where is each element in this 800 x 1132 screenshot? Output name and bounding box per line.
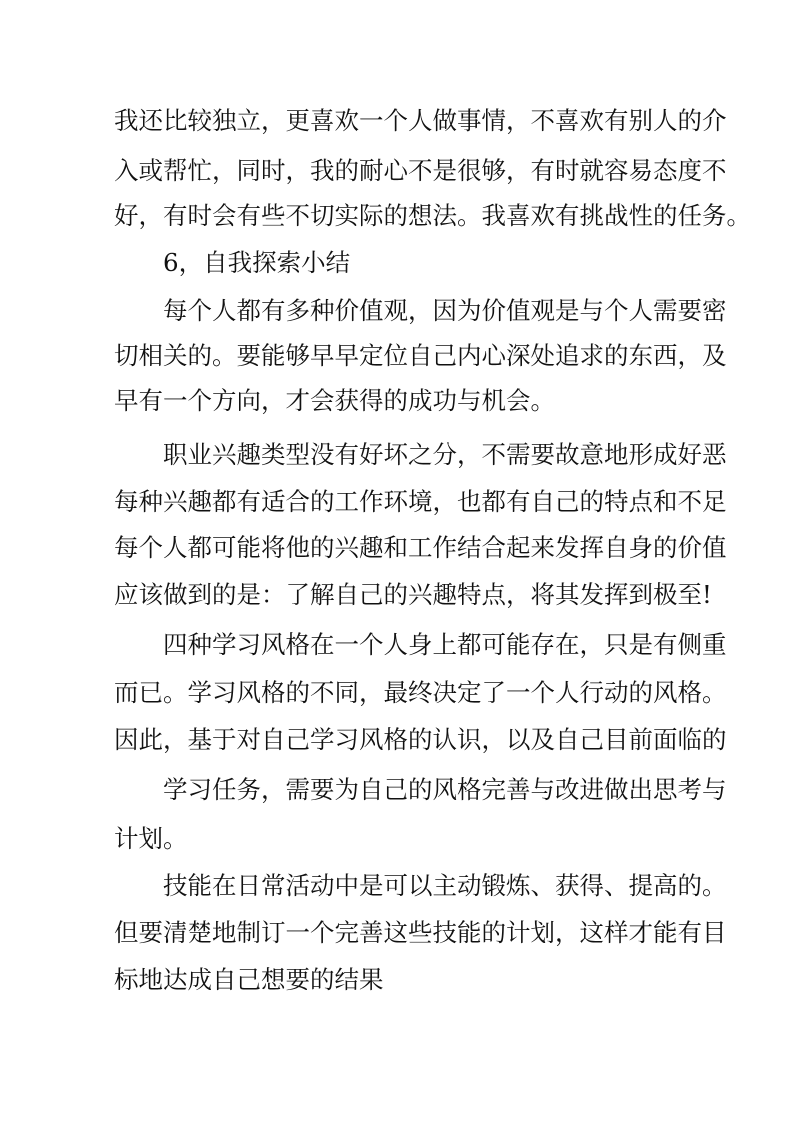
text-line: 计划。 (114, 824, 188, 853)
text-line: 6，自我探索小结 (163, 248, 351, 277)
text-line: 标地达成自己想要的结果 (114, 965, 384, 994)
text-line: 而已。学习风格的不同，最终决定了一个人行动的风格。 (114, 678, 727, 707)
text-line: 早有一个方向，才会获得的成功与机会。 (114, 386, 555, 415)
text-line: 技能在日常活动中是可以主动锻炼、获得、提高的。 (163, 871, 727, 900)
text-line: 我还比较独立，更喜欢一个人做事情，不喜欢有别人的介 (114, 106, 727, 135)
text-line: 入或帮忙，同时，我的耐心不是很够，有时就容易态度不 (114, 156, 727, 185)
text-line: 每种兴趣都有适合的工作环境，也都有自己的特点和不足 (114, 487, 727, 516)
text-line: 职业兴趣类型没有好坏之分，不需要故意地形成好恶 (163, 440, 727, 469)
text-line: 应该做到的是：了解自己的兴趣特点，将其发挥到极至! (114, 580, 712, 609)
text-line: 好，有时会有些不切实际的想法。我喜欢有挑战性的任务。 (114, 201, 751, 230)
text-line: 切相关的。要能够早早定位自己内心深处追求的东西，及 (114, 341, 727, 370)
text-line: 每个人都可能将他的兴趣和工作结合起来发挥自身的价值 (114, 533, 727, 562)
text-line: 因此，基于对自己学习风格的认识，以及自己目前面临的 (114, 725, 727, 754)
text-line: 学习任务，需要为自己的风格完善与改进做出思考与 (163, 775, 727, 804)
text-line: 但要清楚地制订一个完善这些技能的计划，这样才能有目 (114, 918, 727, 947)
text-line: 四种学习风格在一个人身上都可能存在，只是有侧重 (163, 630, 727, 659)
text-line: 每个人都有多种价值观，因为价值观是与个人需要密 (163, 296, 727, 325)
